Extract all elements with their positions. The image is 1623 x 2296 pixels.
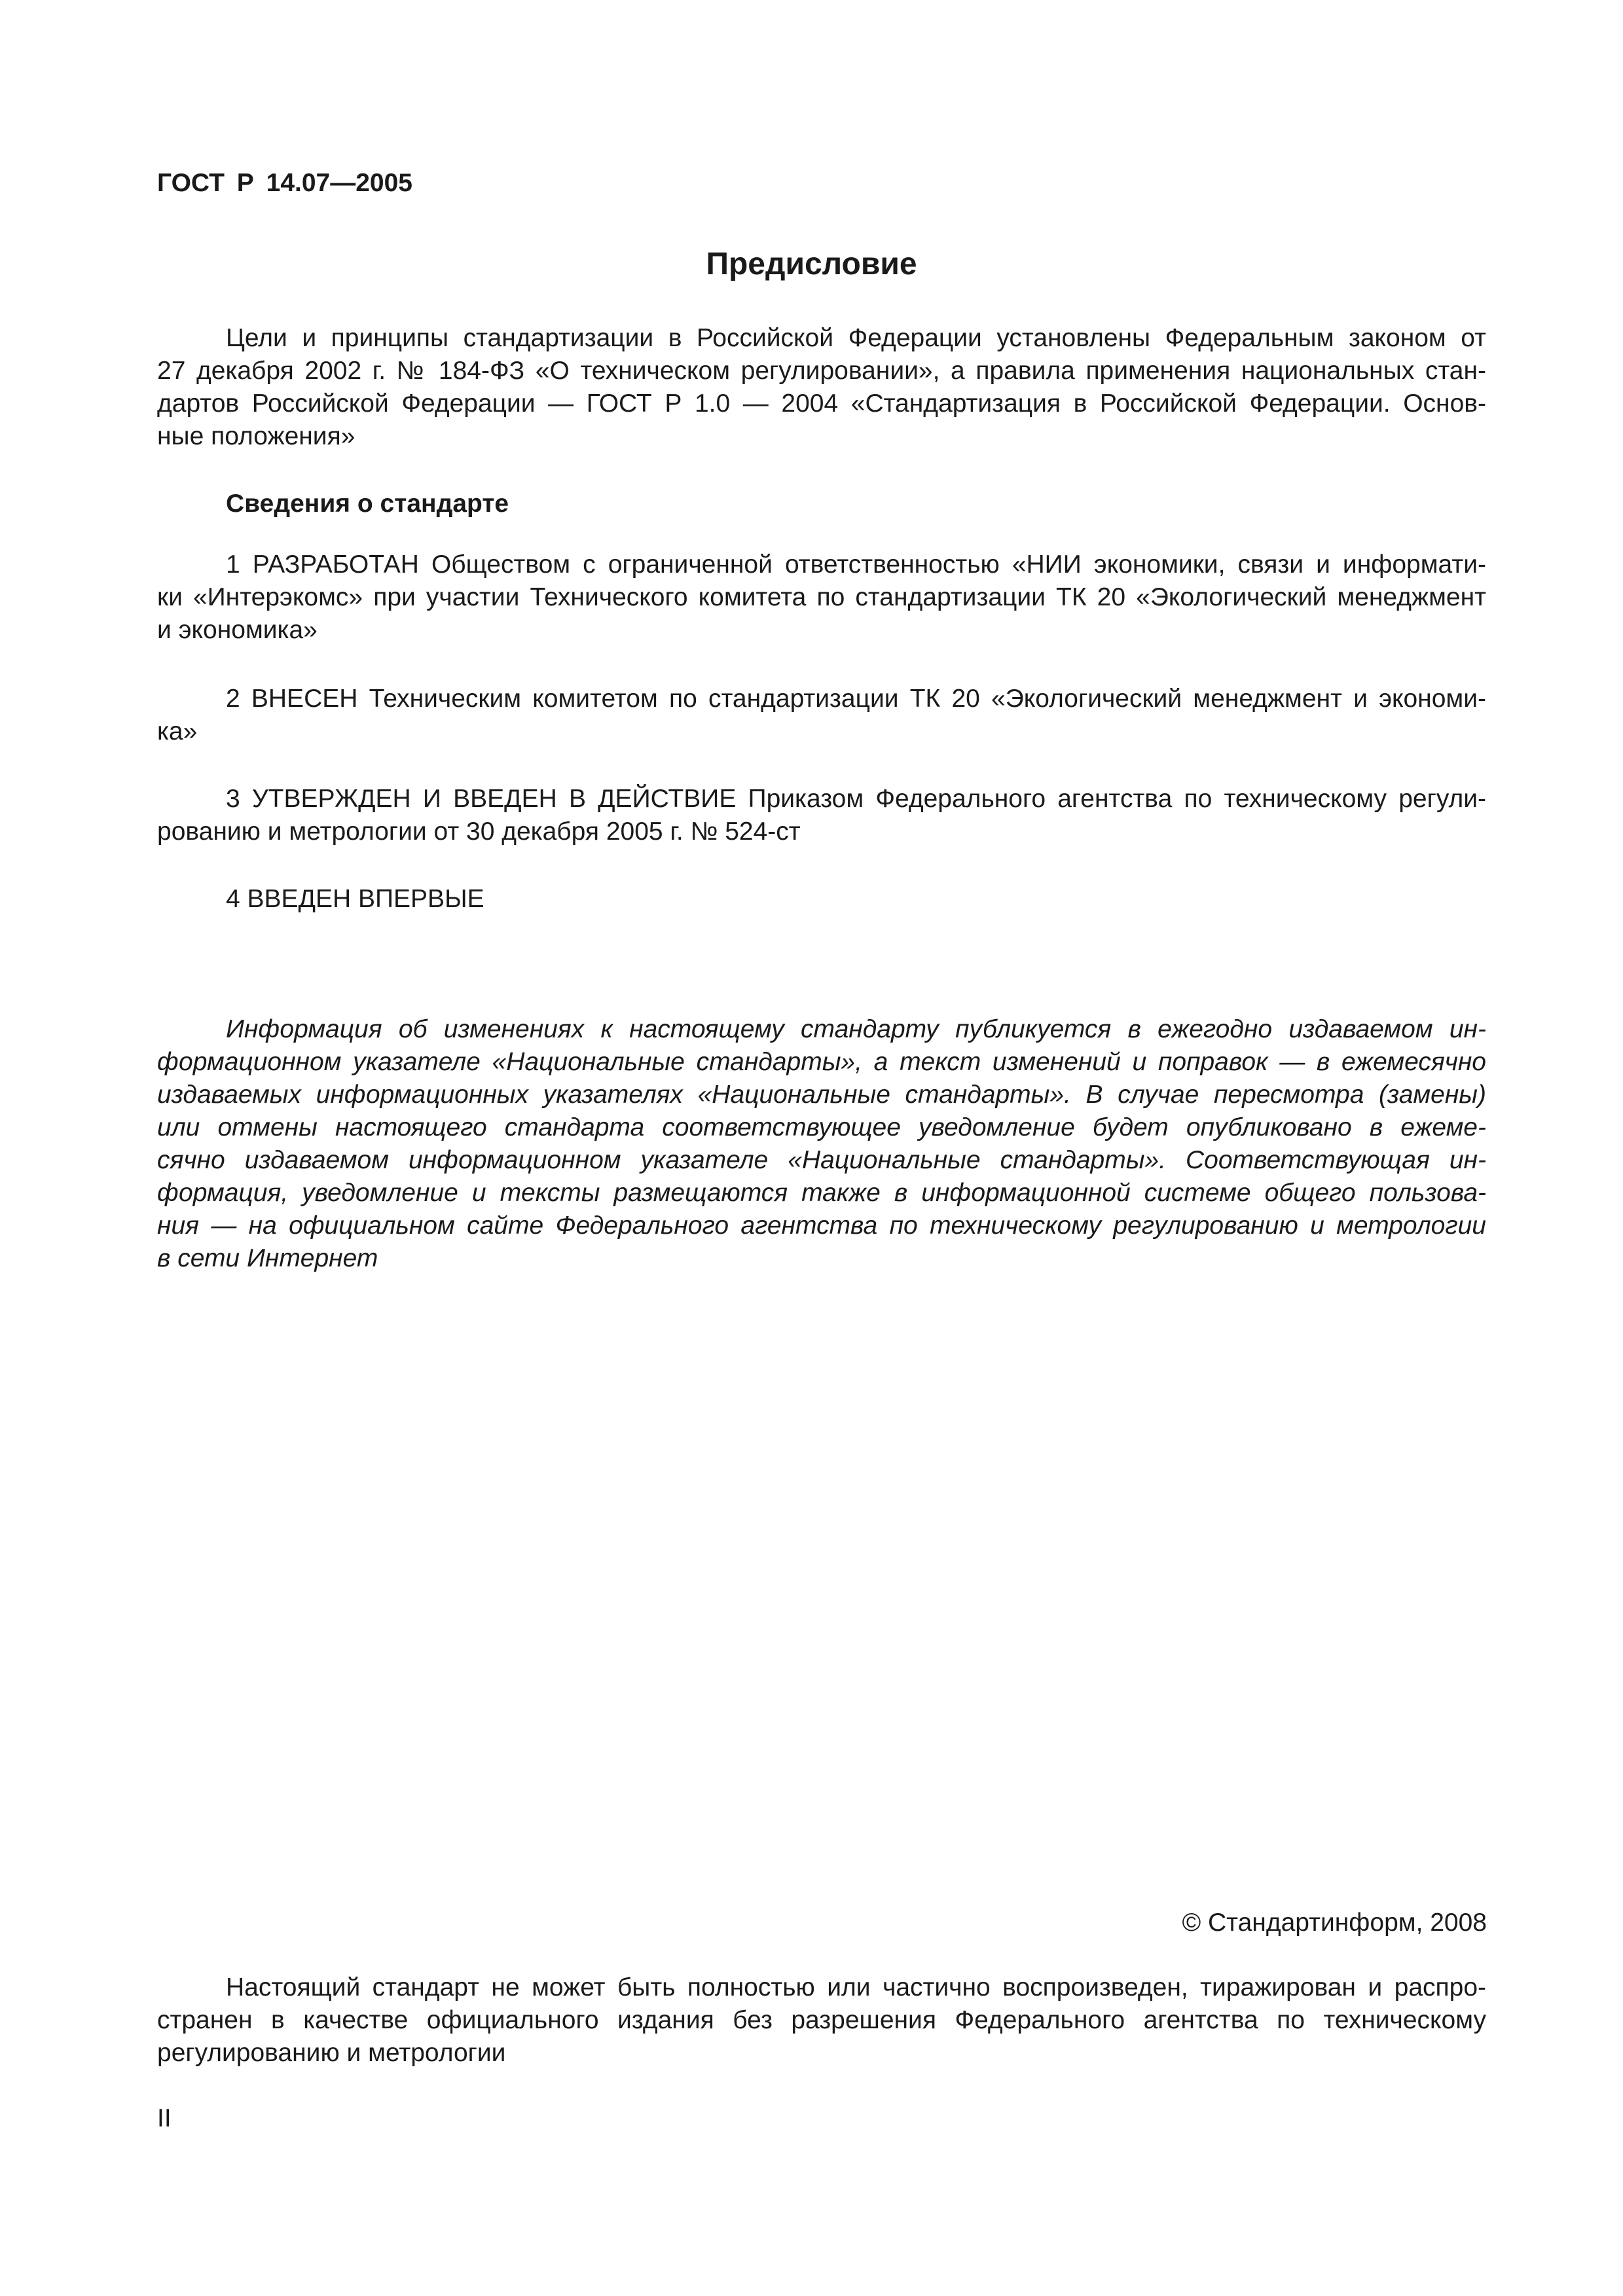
amendments-notice-line: формация, уведомление и тексты размещаются также в информационной системе общего пользова- — [157, 1179, 1486, 1207]
standard-info-line: ка» — [157, 717, 198, 745]
amendments-notice-line: или отмены настоящего стандарта соответствующее уведомление будет опубликовано в ежеме- — [157, 1113, 1486, 1141]
preface-intro-line: 27 декабря 2002 г. № 184-ФЗ «О техническом регулировании», а правила применения национальных стан- — [157, 357, 1486, 385]
reproduction-notice-paragraph — [157, 1971, 1486, 2070]
amendments-notice-line: сячно издаваемом информационном указателе «Национальные стандарты». Соответствующая ин- — [157, 1146, 1486, 1174]
standard-info-item-first-introduced: 4 ВВЕДЕН ВПЕРВЫЕ — [226, 885, 484, 913]
standard-info-heading: Сведения о стандарте — [226, 490, 509, 518]
preface-intro-line: дартов Российской Федерации — ГОСТ Р 1.0 — 2004 «Стандартизация в Российской Федерации. Основ- — [157, 389, 1486, 418]
standard-info-item-submitted — [157, 683, 1486, 748]
reproduction-notice-line: регулированию и метрологии — [157, 2039, 506, 2067]
reproduction-notice-line: странен в качестве официального издания без разрешения Федерального агентства по техническому — [157, 2006, 1486, 2034]
amendments-notice-line: ния — на официальном сайте Федерального агентства по техническому регулированию и метрологии — [157, 1211, 1486, 1240]
standard-info-line: ки «Интерэкомс» при участии Технического комитета по стандартизации ТК 20 «Экологический менеджмент — [157, 583, 1486, 611]
amendments-notice-line: формационном указателе «Национальные стандарты», а текст изменений и поправок — в ежемесячно — [157, 1048, 1486, 1076]
amendments-notice-paragraph — [157, 1013, 1486, 1275]
amendments-notice-line: Информация об изменениях к настоящему стандарту публикуется в ежегодно издаваемом ин- — [226, 1015, 1486, 1043]
standard-info-item-approved — [157, 783, 1486, 848]
reproduction-notice-line: Настоящий стандарт не может быть полностью или частично воспроизведен, тиражирован и распро- — [226, 1973, 1486, 2001]
page-number: II — [157, 2104, 172, 2132]
standard-info-item-developed — [157, 548, 1486, 647]
preface-title: Предисловие — [706, 247, 917, 281]
standard-info-line: и экономика» — [157, 616, 318, 644]
standard-info-line: рованию и метрологии от 30 декабря 2005 г. № 524-ст — [157, 817, 801, 846]
standard-info-line: 1 РАЗРАБОТАН Обществом с ограниченной ответственностью «НИИ экономики, связи и информати- — [226, 550, 1486, 579]
preface-intro-line: ные положения» — [157, 422, 356, 450]
standard-info-line: 2 ВНЕСЕН Техническим комитетом по стандартизации ТК 20 «Экологический менеджмент и экономи- — [226, 685, 1486, 713]
preface-intro-line: Цели и принципы стандартизации в Российской Федерации установлены Федеральным законом от — [226, 324, 1486, 352]
document-code: ГОСТ Р 14.07—2005 — [157, 169, 412, 197]
copyright-notice: © Стандартинформ, 2008 — [1182, 1909, 1487, 1937]
preface-intro-paragraph — [157, 322, 1486, 453]
amendments-notice-line: издаваемых информационных указателях «Национальные стандарты». В случае пересмотра (замены) — [157, 1081, 1486, 1109]
amendments-notice-line: в сети Интернет — [157, 1244, 378, 1272]
standard-info-line: 3 УТВЕРЖДЕН И ВВЕДЕН В ДЕЙСТВИЕ Приказом Федерального агентства по техническому регули- — [226, 785, 1486, 813]
